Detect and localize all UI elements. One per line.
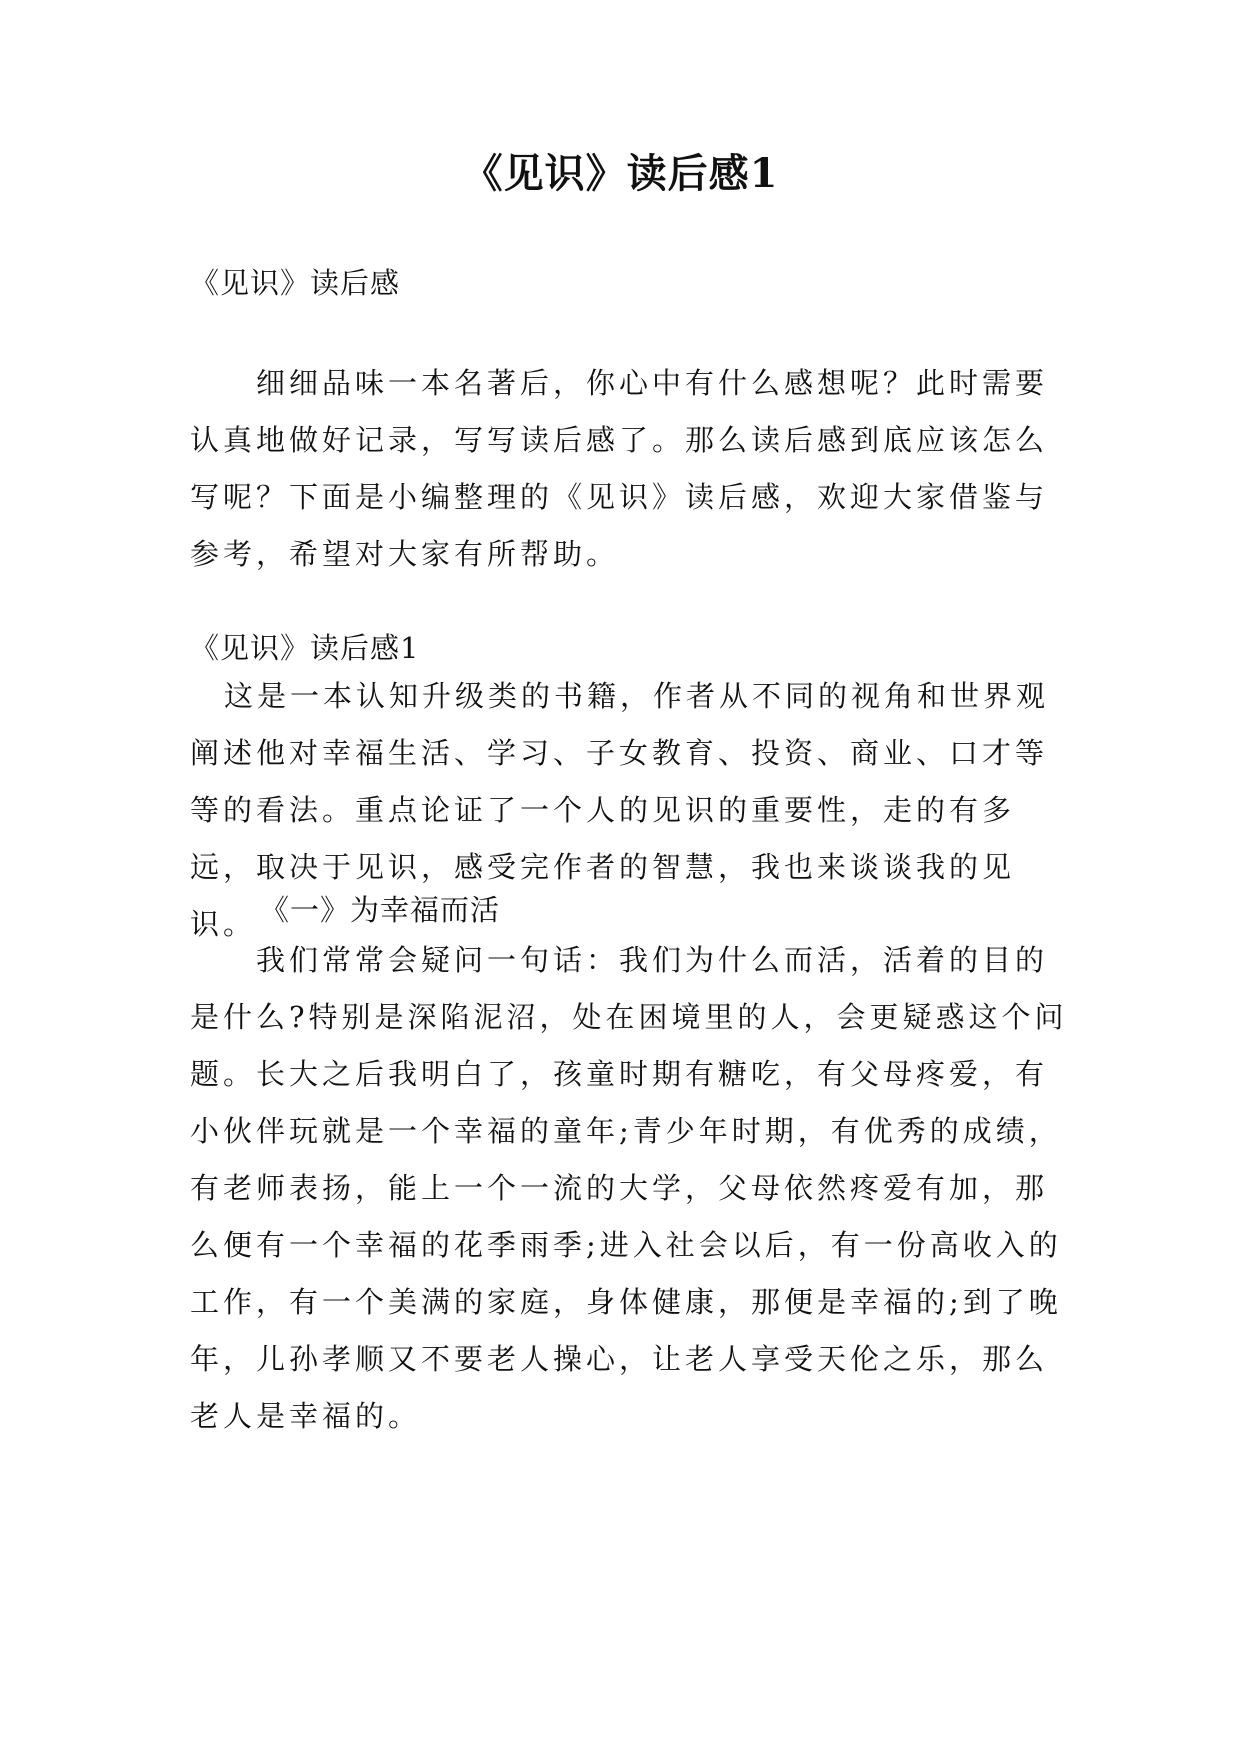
document-title: 《见识》读后感1	[462, 150, 779, 197]
intro-section	[190, 355, 1070, 583]
body-paragraph-1: 这是一本认知升级类的书籍，作者从不同的视角和世界观阐述他对幸福生活、学习、子女教育、投资、商业、口才等等的看法。重点论证了一个人的见识的重要性，走的有多远，取决于见识，感受完作者的智慧，我也来谈谈我的见识。	[190, 679, 1050, 941]
subsection-body	[190, 932, 1070, 1445]
intro-paragraph: 细细品味一本名著后，你心中有什么感想呢？此时需要认真地做好记录，写写读后感了。那么读后感到底应该怎么写呢？下面是小编整理的《见识》读后感，欢迎大家借鉴与参考，希望对大家有所帮助。	[190, 366, 1049, 571]
body-paragraph-2: 我们常常会疑问一句话：我们为什么而活，活着的目的是什么?特别是深陷泥沼，处在困境里的人，会更疑惑这个问题。长大之后我明白了，孩童时期有糖吃，有父母疼爱，有小伙伴玩就是一个幸福的童年;青少年时期，有优秀的成绩，有老师表扬，能上一个一流的大学，父母依然疼爱有加，那么便有一个幸福的花季雨季;进入社会以后，有一份高收入的工作，有一个美满的家庭，身体健康，那便是幸福的;到了晚年，儿孙孝顺又不要老人操心，让老人享受天伦之乐，那么老人是幸福的。	[190, 943, 1068, 1433]
subsection-heading: 《一》为幸福而活	[260, 893, 501, 927]
section-heading: 《见识》读后感1	[190, 631, 420, 665]
document-subheading: 《见识》读后感	[190, 266, 401, 300]
